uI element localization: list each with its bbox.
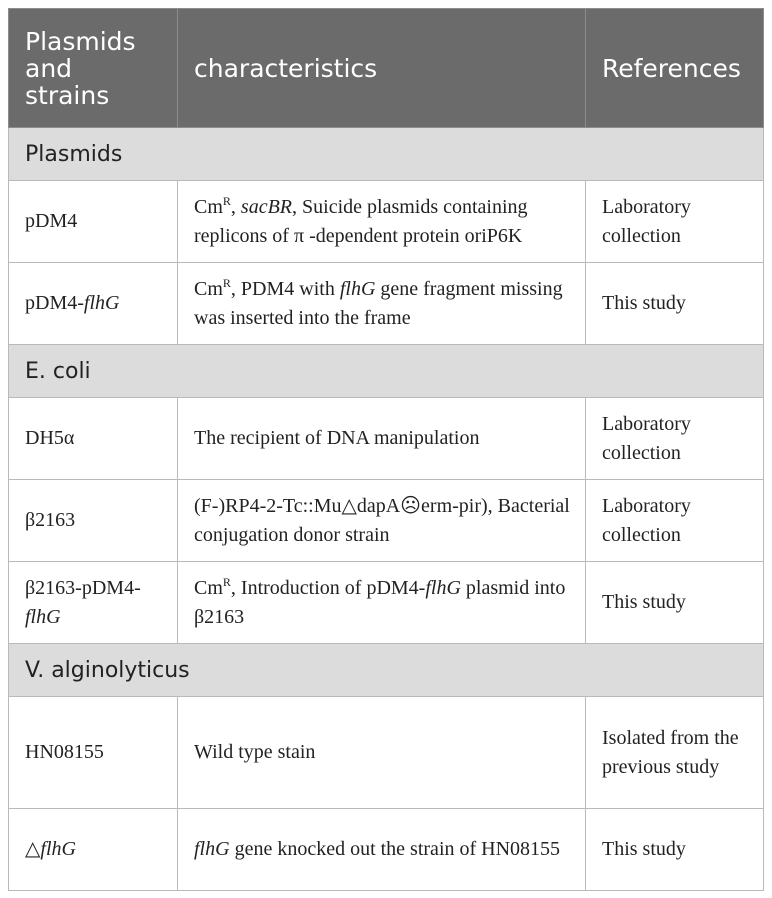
table-row [9,809,764,891]
table-row [9,263,764,345]
section-title: E. coli [9,345,764,398]
row-reference: Isolated from the previous study [586,697,764,809]
row-reference: This study [586,809,764,891]
section-row-plasmids [9,128,764,181]
header-plasmids-strains: Plasmids and strains [9,9,178,128]
row-name: β2163 [9,480,178,562]
row-characteristics: flhG gene knocked out the strain of HN08155 [178,809,586,891]
section-title: Plasmids [9,128,764,181]
row-characteristics: The recipient of DNA manipulation [178,398,586,480]
row-characteristics: $Cm^R$, PDM4 with flhG gene fragment missing was inserted into the frame [178,263,586,345]
table-row [9,181,764,263]
row-reference: Laboratory collection [586,480,764,562]
row-characteristics: Wild type stain [178,697,586,809]
table-row [9,697,764,809]
row-name: HN08155 [9,697,178,809]
row-name: pDM4 [9,181,178,263]
section-title: V. alginolyticus [9,644,764,697]
row-reference: Laboratory collection [586,398,764,480]
table-row [9,398,764,480]
row-reference: This study [586,263,764,345]
strains-table [8,8,764,891]
header-references: References [586,9,764,128]
row-reference: Laboratory collection [586,181,764,263]
row-name: △flhG [9,809,178,891]
row-characteristics: $Cm^R$, sacBR, Suicide plasmids containing replicons of π -dependent protein oriP6K [178,181,586,263]
row-characteristics: $Cm^R$, Introduction of pDM4-flhG plasmid into β2163 [178,562,586,644]
row-name: β2163-pDM4-flhG [9,562,178,644]
section-row-e-coli [9,345,764,398]
row-name: pDM4-flhG [9,263,178,345]
table-row [9,480,764,562]
row-reference: This study [586,562,764,644]
row-name: DH5α [9,398,178,480]
header-characteristics: characteristics [178,9,586,128]
header-row [9,9,764,128]
row-characteristics: (F-)RP4-2-Tc::Mu△dapA☹erm-pir), Bacterial conjugation donor strain [178,480,586,562]
section-row-v-alginolyticus [9,644,764,697]
table-row [9,562,764,644]
